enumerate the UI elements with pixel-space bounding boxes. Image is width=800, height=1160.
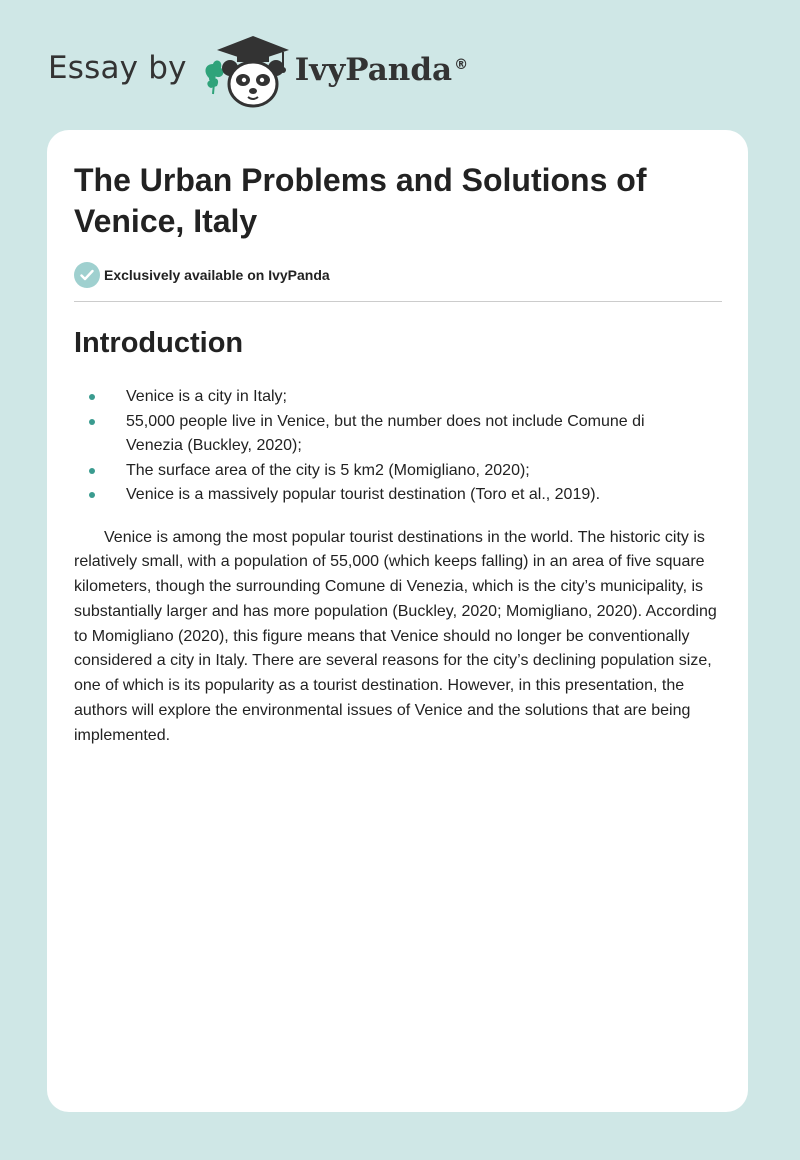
- checkmark-icon: [80, 269, 94, 281]
- bullet-dot-icon: [89, 468, 95, 474]
- list-item-text: The surface area of the city is 5 km2 (Momigliano, 2020);: [126, 461, 530, 479]
- brand-prefix: Essay by: [48, 50, 187, 86]
- divider: [74, 301, 722, 302]
- bullet-dot-icon: [89, 419, 95, 425]
- list-item-text: Venice is a city in Italy;: [126, 388, 287, 405]
- list-item: [74, 410, 686, 459]
- list-item: [74, 459, 686, 484]
- registered-mark: ®: [454, 56, 469, 73]
- bullet-dot-icon: [89, 394, 95, 400]
- list-item: [74, 483, 686, 508]
- panda-graduate-icon[interactable]: [203, 32, 293, 112]
- page-title: The Urban Problems and Solutions of Venice, Italy: [74, 162, 647, 239]
- list-item-text: Venice is a massively popular tourist destination (Toro et al., 2019).: [126, 486, 601, 503]
- brand-name[interactable]: [295, 52, 468, 88]
- list-item-text: 55,000 people live in Venice, but the number does not include Comune di Venezia (Buckley, 2020);: [126, 412, 645, 454]
- site-header: [48, 32, 468, 112]
- section-heading: Introduction: [74, 327, 244, 359]
- exclusive-badge: [74, 261, 722, 289]
- list-item: [74, 385, 686, 410]
- bullet-dot-icon: [89, 492, 95, 498]
- badge-label: Exclusively available on IvyPanda: [104, 267, 330, 283]
- essay-card: [47, 130, 748, 1112]
- bullet-list: [74, 385, 722, 508]
- check-circle-icon: [74, 262, 100, 288]
- body-paragraph: Venice is among the most popular tourist destinations in the world. The historic city is relatively small, with a population of 55,000 (which keeps falling) in an area of five square kilometers, though the surrounding Comune di Venezia, which is the city’s municipality, is substantially larger and has more population (Buckley, 2020; Momigliano, 2020). According to Momigliano (2020), this figure means that Venice should no longer be conventionally considered a city in Italy. There are several reasons for the city’s declining population size, one of which is its popularity as a tourist destination. However, in this presentation, the authors will explore the environmental issues of Venice and the solutions that are being implemented.: [74, 528, 717, 744]
- brand-name-text: IvyPanda: [294, 52, 453, 88]
